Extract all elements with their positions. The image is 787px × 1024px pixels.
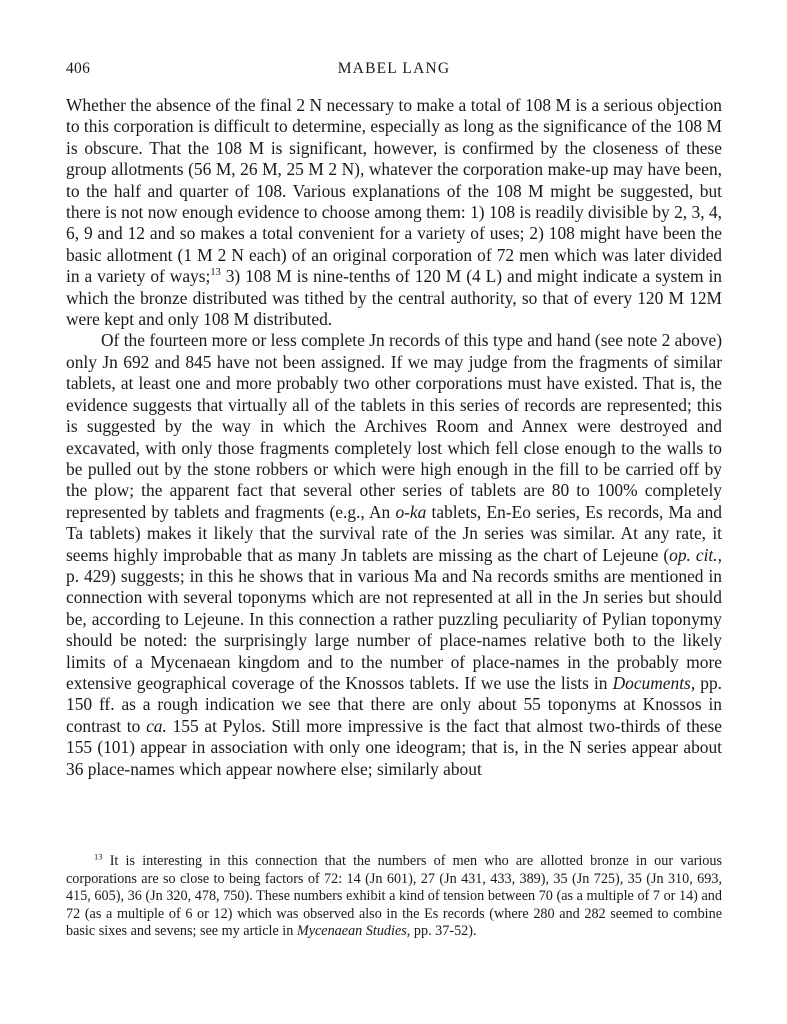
paragraph-2-text-a: Of the fourteen more or less complete Jn records of this type and hand (see note 2 above) only Jn 692 and 845 have not been assigned. If we may judge from the fragments of similar tablets, at least one and more probably two other corporations must have existed. That is, the evidence suggests that virtually all of the tablets in this series of records are represented; this is suggested by the way in which the Archives Room and Annex were destroyed and excavated, with only those fragments completely lost which fell close enough to the walls to be pulled out by the stone robbers or which were high enough in the fill to be carried off by the plow; the apparent fact that several other series of tablets are 80 to 100% completely represented by tablets and fragments (e.g., An (66, 330, 722, 522)
footnote-reference[interactable]: 13 (210, 267, 221, 279)
italic-title-documents: Documents, (612, 672, 696, 693)
paragraph-2 (66, 330, 722, 780)
paragraph-2-text-d: pp. 150 ff. as a rough indication we see that there are only about 55 toponyms at Knossos in contrast to (66, 672, 722, 736)
paragraph-1-text-b: 3) 108 M is nine-tenths of 120 M (4 L) and might indicate a system in which the bronze distributed was tithed by the central authority, so that of every 120 M 12M were kept and only 108 M distributed. (66, 266, 722, 330)
paragraph-2-text-b: tablets, En-Eo series, Es records, Ma and Ta tablets) makes it likely that the survival rate of the Jn series was similar. At any rate, it seems highly improbable that as many Jn tablets are missing as the chart of Lejeune ( (66, 501, 722, 565)
italic-term-op-cit: op. cit. (669, 544, 718, 565)
page-header (66, 60, 722, 82)
footnote-text-b: pp. 37-52). (410, 923, 477, 940)
italic-term-o-ka: o-ka (395, 501, 427, 522)
footnote-text-a: It is interesting in this connection that the numbers of men who are allotted bronze in our various corporations are so close to being factors of 72: 14 (Jn 601), 27 (Jn 431, 433, 389), 35 (Jn 725), 35 (Jn 310, 693, 415, 605), 36 (Jn 320, 478, 750). These numbers exhibit a kind of tension between 70 (as a multiple of 7 or 14) and 72 (as a multiple of 6 or 12) which was observed also in the Es records (where 280 and 282 seemed to combine basic sixes and sevens; see my article in (66, 853, 722, 940)
italic-term-ca: ca. (146, 715, 167, 736)
page-number: 406 (66, 60, 91, 77)
paragraph-2-text-e: 155 at Pylos. Still more impressive is the fact that almost two-thirds of these 155 (101) appear in association with only one ideogram; that is, in the N series appear about 36 place-names which appear nowhere else; similarly about (66, 715, 722, 779)
footnote (66, 853, 722, 941)
paragraph-1 (66, 95, 722, 330)
footnote-italic-title: Mycenaean Studies, (296, 923, 411, 940)
body-text (66, 95, 722, 780)
running-head: MABEL LANG (337, 60, 451, 77)
paragraph-2-text-c: , p. 429) suggests; in this he shows that in various Ma and Na records smiths are mentioned in connection with several toponyms which are not represented at all in the Jn series but should be, according to Lejeune. In this connection a rather puzzling peculiarity of Pylian toponymy should be noted: the surprisingly large number of place-names relative both to the likely limits of a Mycenaean kingdom and to the number of place-names in the probably more extensive geographical coverage of the Knossos tablets. If we use the lists in (66, 544, 722, 693)
footnote-number: 13 (94, 851, 103, 862)
paragraph-1-text-a: Whether the absence of the final 2 N necessary to make a total of 108 M is a serious objection to this corporation is difficult to determine, especially as long as the significance of the 108 M is obscure. That the 108 M is significant, however, is confirmed by the closeness of these group allotments (56 M, 26 M, 25 M 2 N), whatever the corporation make-up may have been, to the half and quarter of 108. Various explanations of the 108 M might be suggested, but there is not now enough evidence to choose among them: 1) 108 is readily divisible by 2, 3, 4, 6, 9 and 12 and so makes a total convenient for a variety of uses; 2) 108 might have been the basic allotment (1 M 2 N each) of an original corporation of 72 men which was later divided in a variety of ways; (66, 95, 722, 287)
